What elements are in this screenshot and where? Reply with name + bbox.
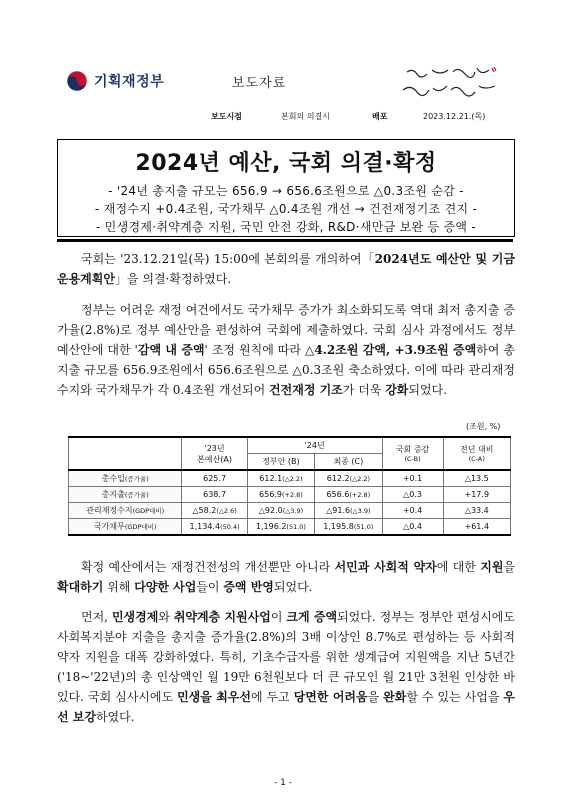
cell-value: 1,195.8	[323, 522, 354, 531]
p3-text-c: 에 대한	[436, 560, 481, 574]
col-yoy-sub: (C-A)	[468, 455, 485, 463]
col-23-header	[182, 437, 247, 470]
row-label-sub: (증가율)	[124, 475, 149, 483]
cell	[315, 503, 382, 519]
p4-text-g: 되었다. 정부는 정부안 편성시에도 사회복지분야 지출을 총지출 증가율(2.8%)의 3배 이상인 8.7%로 편성하는 등 사회적 약자 지원을 대폭 강화하였다. 특히, 기초수급자를 위한 생계급여 지원액을 지난 5년간('18~'22년)의 총 인상액인 월 19만 6천원보다 더 큰 규모인 월 21만 3천원 인상한 바 있다. 국회 심사시에도	[57, 610, 515, 704]
cell: △0.4	[382, 519, 443, 536]
table-row	[69, 519, 511, 536]
headline: 2024년 예산, 국회 의결·확정	[135, 151, 437, 176]
paragraph-3	[57, 557, 515, 597]
cell-value: △58.2	[192, 506, 217, 515]
p4-bold-l: 완화	[383, 690, 407, 704]
cell	[247, 487, 314, 503]
p1-text-a: 국회는 '23.12.21일(목) 15:00에 본회의를 개의하여「	[81, 252, 375, 266]
col-23-label: '23년	[204, 443, 225, 453]
table-row	[69, 503, 511, 519]
p4-text-e: 이	[270, 610, 287, 624]
cell	[315, 487, 382, 503]
cell-value: △91.6	[326, 506, 351, 515]
col-diff-header	[382, 437, 443, 470]
ministry-logo	[66, 70, 164, 92]
dist-label: 배포	[372, 112, 388, 121]
p3-text-i: 들이	[196, 580, 224, 594]
taegeuk-icon	[66, 70, 88, 92]
p4-text-o: 하였다.	[95, 710, 135, 724]
cell	[315, 470, 382, 487]
subheading-3: - 민생경제·취약계층 지원, 국민 안전 강화, R&D·새만금 보완 등 증액 -	[95, 220, 477, 234]
cell-sub: (△2.6)	[216, 507, 237, 515]
cell-value: 1,134.4	[189, 522, 221, 531]
subheading-1: - '24년 총지출 규모는 656.9 → 656.6조원으로 △0.3조원 순감 -	[108, 184, 464, 198]
cell	[247, 519, 314, 536]
paragraph-2	[57, 300, 515, 400]
cell: +61.4	[443, 519, 510, 536]
row-label-sub: (증가율)	[124, 491, 149, 499]
p3-text-k: 되었다.	[273, 580, 313, 594]
p3-bold-d: 지원	[480, 560, 504, 574]
row-label-sub: (GDP대비)	[132, 507, 165, 515]
p4-bold-j: 당면한 어려움	[293, 690, 368, 704]
time-value: 본회의 의결시	[281, 112, 330, 121]
time-label: 보도시점	[211, 112, 242, 121]
cell-sub: (+2.8)	[281, 491, 303, 499]
p4-text-c: 와	[158, 610, 174, 624]
header	[0, 0, 566, 112]
p2-bold-f: 건전재정 기조	[269, 383, 343, 397]
p1-text-c: 」을 의결·확정하였다.	[114, 272, 232, 286]
cell-sub: (△2.2)	[349, 475, 371, 483]
cell-value: 612.2	[326, 474, 350, 483]
cell	[247, 503, 314, 519]
p4-text-i: 에 두고	[250, 690, 294, 704]
col-yoy-header	[443, 437, 510, 470]
cell: △0.3	[382, 487, 443, 503]
p4-text-k: 을	[367, 690, 384, 704]
subheading-2: - 재정수지 +0.4조원, 국가채무 △0.4조원 개선 → 건전재정기조 견지 -	[94, 202, 478, 216]
cell-sub: (△3.9)	[350, 507, 371, 515]
p2-bold-h: 강화	[385, 383, 409, 397]
p2-text-c: ' 조정 원칙에 따라	[204, 343, 305, 357]
press-release-label: 보도자료	[232, 76, 287, 91]
p2-text-g: 가 더욱	[342, 383, 386, 397]
col-yoy-label: 전년 대비	[460, 445, 494, 454]
row-label	[69, 503, 182, 519]
cell: +0.1	[382, 470, 443, 487]
p3-text-g: 위해	[103, 580, 135, 594]
cell-sub: (50.4)	[220, 523, 240, 531]
p4-text-a: 먼저,	[81, 610, 112, 624]
col-diff-label: 국회 증감	[395, 445, 430, 454]
cell-value: 656.6	[326, 490, 350, 499]
cell-sub: (51.0)	[286, 523, 306, 531]
budget-table	[68, 436, 511, 536]
cell: 638.7	[182, 487, 247, 503]
cell-value: 656.9	[259, 490, 282, 499]
row-label-text: 관리재정수지	[86, 506, 133, 515]
p3-bold-h: 다양한 사업	[134, 580, 197, 594]
p4-text-m: 할 수 있는 사업을	[406, 690, 504, 704]
p4-bold-b: 민생경제	[111, 610, 159, 624]
paragraph-1	[57, 249, 515, 289]
col-23-sub: 본예산(A)	[197, 454, 233, 464]
p1-bold: 2024년도 예산안 및 기금운용계획안	[57, 252, 515, 286]
row-label-text: 총수입	[101, 474, 125, 483]
p2-bold-d: △4.2조원 감액, +3.9조원 증액	[304, 343, 477, 357]
page-number: - 1 -	[274, 778, 292, 788]
cell-sub: (△2.2)	[282, 475, 303, 483]
p2-text-i: 되었다.	[408, 383, 447, 397]
p3-text-e: 을	[503, 560, 516, 574]
p4-bold-h: 민생을 최우선	[177, 690, 251, 704]
row-label-sub: (GDP대비)	[124, 523, 157, 531]
divider-rule	[57, 239, 513, 242]
release-meta	[0, 109, 566, 129]
cell: △33.4	[443, 503, 510, 519]
table-unit: (조원, %)	[466, 422, 501, 431]
p2-text-e: 하여 총지출 규모를 656.9조원에서 656.6조원으로 △0.3조원 축소하였다. 이에 따라 관리재정수지와 국가채무가 각 0.4조원 개선되어	[57, 343, 515, 397]
table-row	[69, 487, 511, 503]
p2-text-a: 정부는 어려운 재정 여건에서도 국가채무 증가가 최소화되도록 역대 최저 총지출 증가율(2.8%)로 정부 예산안을 편성하여 국회에 제출하였다. 국회 심사 과정에서도 정부 예산안에 대한 '	[57, 303, 515, 357]
p3-bold-j: 증액 반영	[223, 580, 274, 594]
cell-value: 1,196.2	[255, 522, 287, 531]
title-box	[57, 139, 515, 237]
p3-bold-b: 서민과 사회적 약자	[334, 560, 437, 574]
cell-value: △92.0	[258, 506, 283, 515]
p4-bold-n: 우선 보강	[57, 690, 515, 724]
cell	[315, 519, 382, 536]
col-24-header: '24년	[247, 437, 382, 454]
cell	[182, 519, 247, 536]
cell	[182, 503, 247, 519]
cell	[247, 470, 314, 487]
paragraph-4	[57, 607, 515, 727]
p3-bold-f: 확대하기	[57, 580, 104, 594]
slogan-calligraphy	[397, 62, 507, 100]
col-final-header: 최종 (C)	[315, 454, 382, 471]
dist-value: 2023.12.21.(목)	[423, 112, 486, 121]
col-gov-header: 정부안 (B)	[247, 454, 314, 471]
cell: 625.7	[182, 470, 247, 487]
p2-bold-b: 감액 내 증액	[137, 343, 205, 357]
table-corner	[69, 437, 182, 470]
p4-bold-d: 취약계층 지원사업	[173, 610, 271, 624]
col-diff-sub: (C-B)	[404, 455, 421, 463]
cell: △13.5	[443, 470, 510, 487]
table-row	[69, 470, 511, 487]
row-label-text: 국가채무	[93, 522, 125, 531]
row-label-text: 총지출	[101, 490, 125, 499]
cell-sub: (△3.9)	[282, 507, 304, 515]
p3-text-a: 확정 예산에서는 재정건전성의 개선뿐만 아니라	[81, 560, 335, 574]
row-label	[69, 470, 182, 487]
row-label	[69, 487, 182, 503]
cell-sub: (+2.8)	[349, 491, 371, 499]
p4-bold-f: 크게 증액	[286, 610, 338, 624]
ministry-name: 기획재정부	[94, 74, 165, 90]
row-label	[69, 519, 182, 536]
cell-sub: (51.0)	[353, 523, 374, 531]
cell: +17.9	[443, 487, 510, 503]
cell-value: 612.1	[259, 474, 283, 483]
cell: +0.4	[382, 503, 443, 519]
